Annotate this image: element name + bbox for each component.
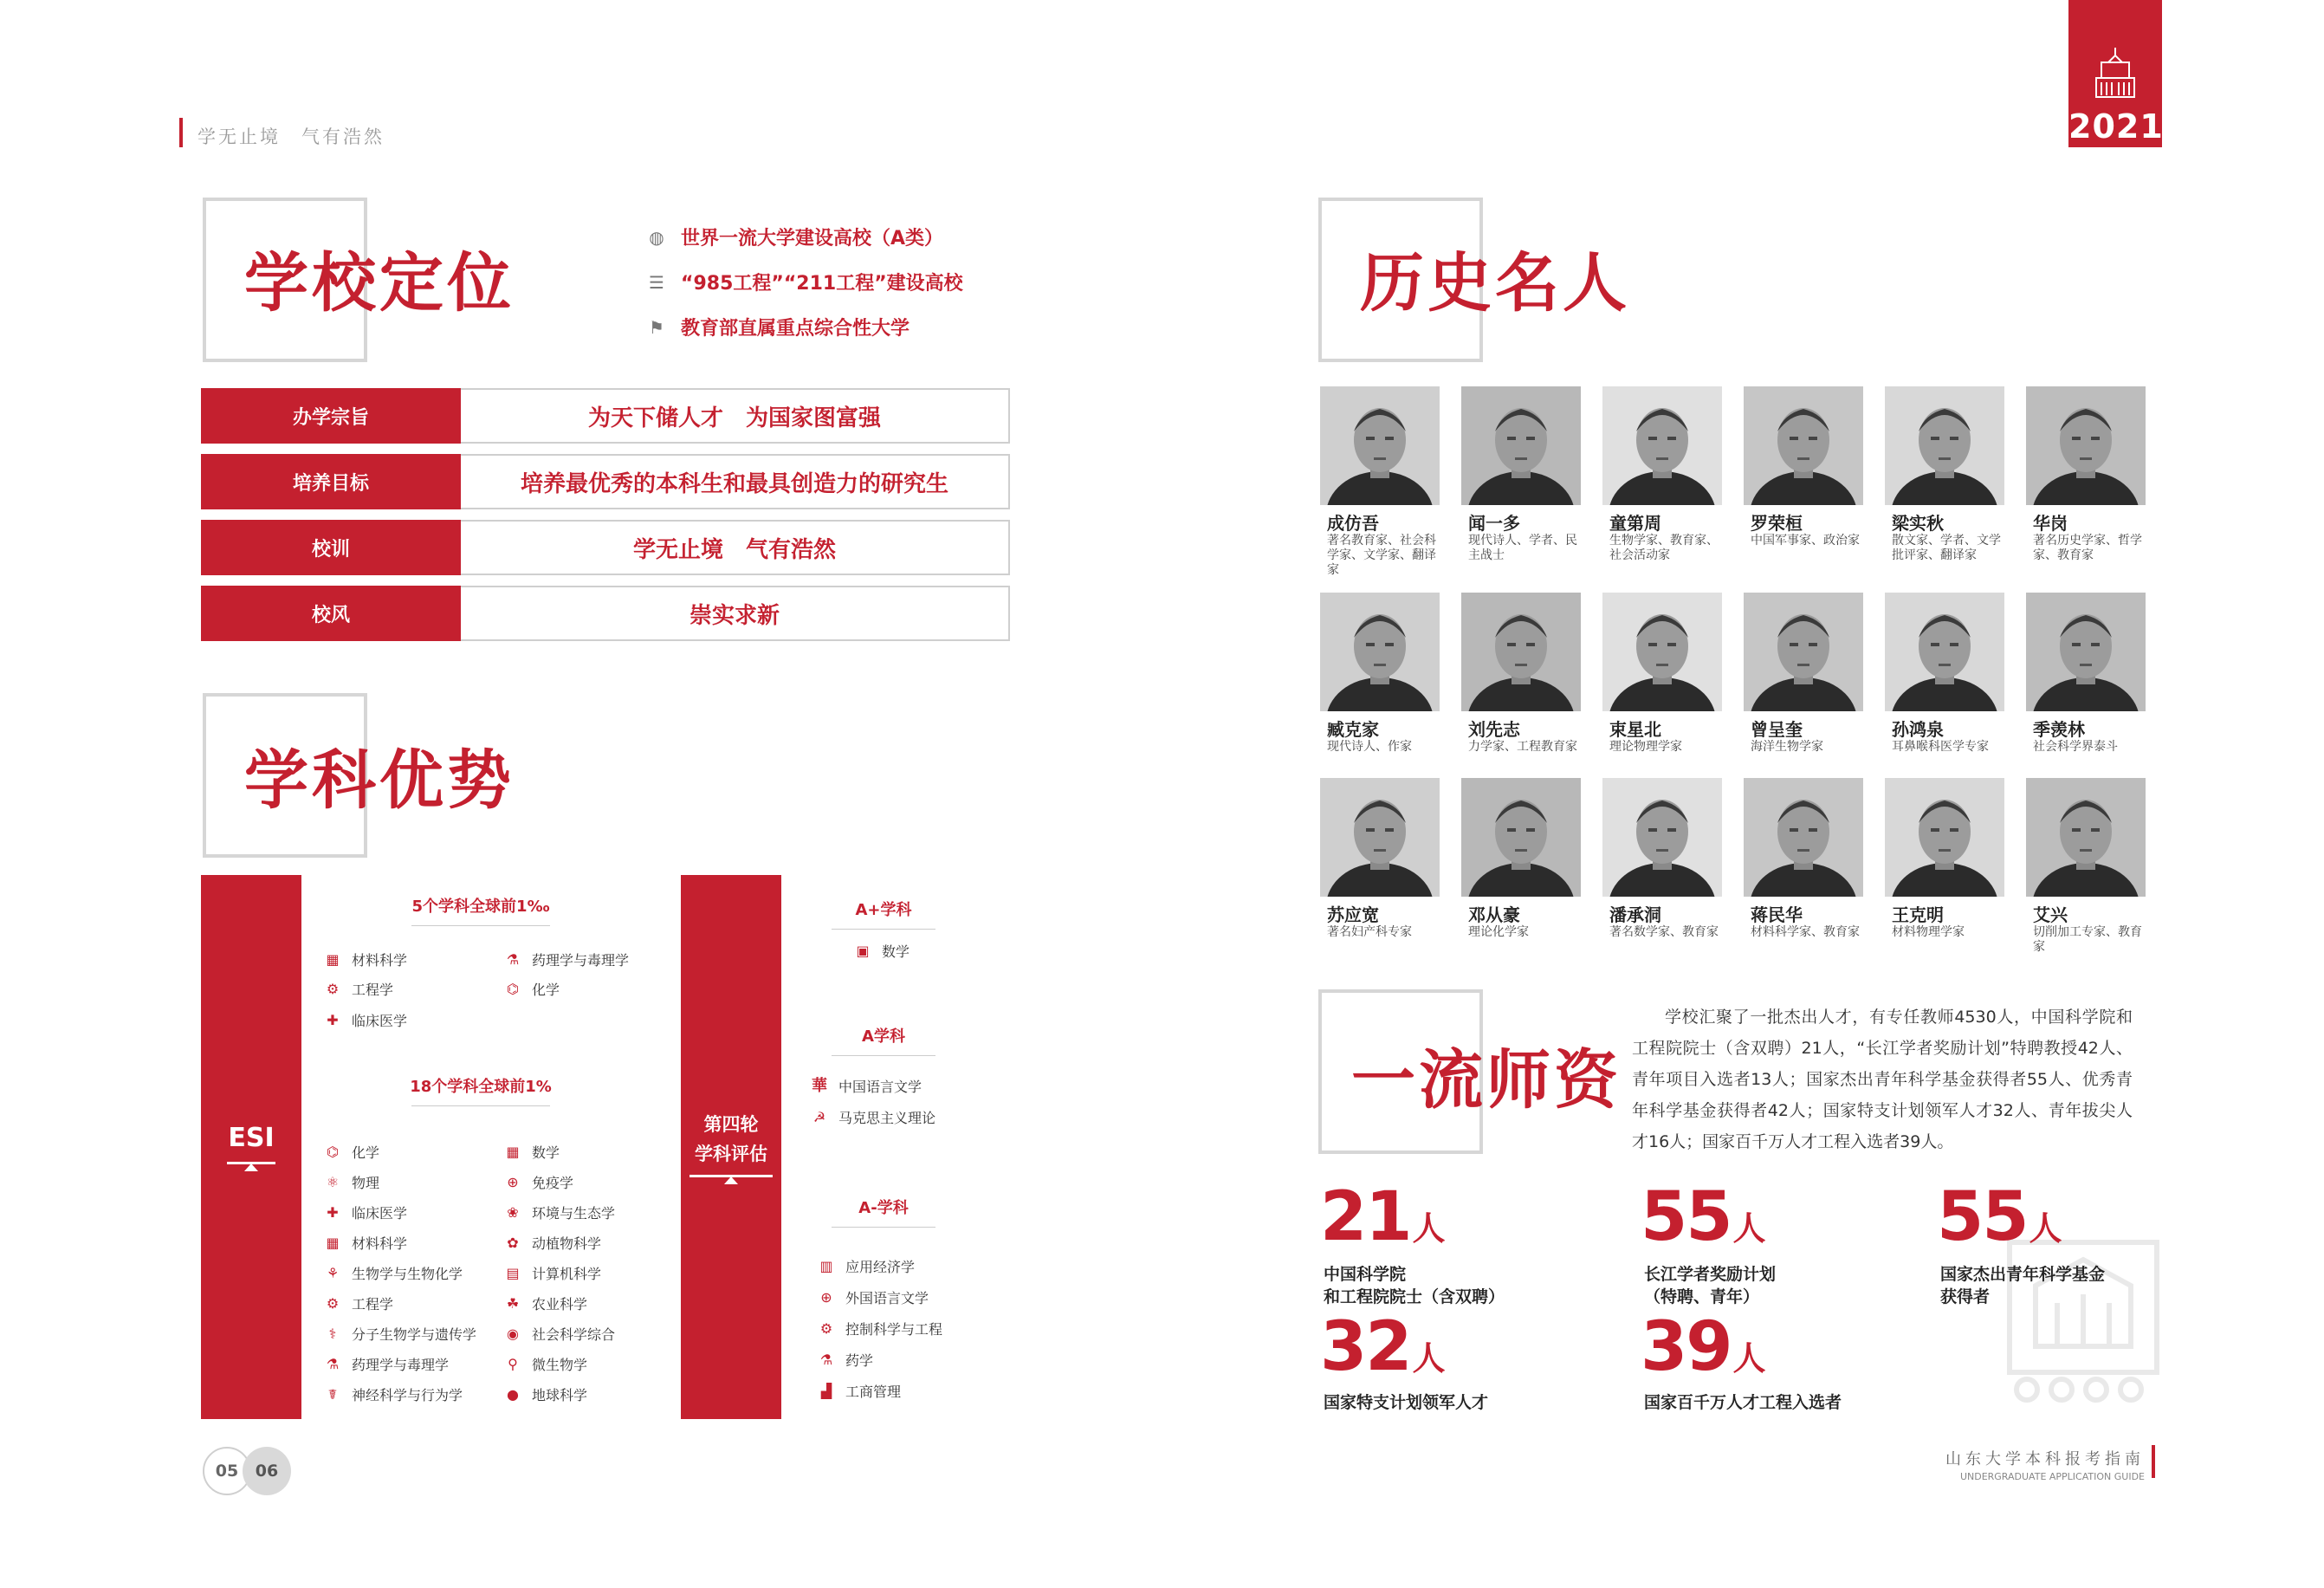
subject-item: ▦ 数学 bbox=[504, 1142, 560, 1162]
portrait-photo bbox=[1744, 778, 1863, 897]
person-description: 著名历史学家、哲学家、教育家 bbox=[2033, 534, 2142, 562]
building-icon bbox=[2068, 0, 2162, 104]
subject-icon: ⚕ bbox=[328, 1325, 337, 1342]
subject-item: ▣ 数学 bbox=[854, 941, 910, 961]
subject-item: ⚗ 药学 bbox=[818, 1350, 873, 1370]
subject-icon: ◉ bbox=[507, 1325, 519, 1342]
subject-item: ✿ 动植物科学 bbox=[504, 1233, 601, 1253]
subject-item: ▦ 材料科学 bbox=[324, 1233, 407, 1253]
round4-label-line2: 学科评估 bbox=[695, 1143, 767, 1164]
subject-item: ▥ 应用经济学 bbox=[818, 1256, 915, 1276]
faculty-paragraph: 学校汇聚了一批杰出人才，有专任教师4530人，中国科学院和工程院院士（含双聘）21人，“长江学者奖励计划”特聘教授42人、青年项目入选者13人；国家杰出青年科学基金获得者55人、优秀青年科学基金获得者42人；国家特支计划领军人才32人、青年拔尖人才16人；国家百千万人才工程入选者39人。 bbox=[1632, 1008, 2133, 1151]
portrait-photo bbox=[1744, 593, 1863, 711]
subject-item: ⚘ 生物学与生物化学 bbox=[324, 1263, 463, 1283]
person-name: 臧克家 bbox=[1327, 719, 1379, 740]
person-name: 蒋民华 bbox=[1751, 904, 1803, 925]
portrait-photo bbox=[1602, 386, 1722, 505]
banner-icon: ⚑ bbox=[649, 316, 664, 338]
books-icon: ☰ bbox=[649, 271, 664, 293]
subject-item: ⊕ 免疫学 bbox=[504, 1172, 573, 1192]
round4-label-line1: 第四轮 bbox=[703, 1113, 759, 1135]
subject-item: ● 地球科学 bbox=[504, 1384, 587, 1404]
section-title-school-position: 学校定位 bbox=[244, 246, 515, 321]
year-badge bbox=[2068, 0, 2162, 147]
a-minus-title: A-学科 bbox=[806, 1196, 961, 1228]
subject-item: ☭ 马克思主义理论 bbox=[811, 1107, 935, 1127]
person-name: 王克明 bbox=[1892, 904, 1944, 925]
person-description: 现代诗人、作家 bbox=[1327, 740, 1412, 754]
person-description: 材料科学家、教育家 bbox=[1751, 925, 1860, 939]
subject-icon: ⊕ bbox=[507, 1173, 519, 1190]
footer-rule bbox=[2152, 1445, 2155, 1478]
person-name: 成仿吾 bbox=[1327, 513, 1379, 534]
position-item: ⚑ 教育部直属重点综合性大学 bbox=[644, 314, 910, 340]
motto-label: 校风 bbox=[201, 586, 461, 641]
portrait-photo bbox=[1320, 778, 1440, 897]
person-description: 散文家、学者、文学批评家、翻译家 bbox=[1892, 534, 2001, 562]
subject-item: ✚ 临床医学 bbox=[324, 1010, 407, 1030]
person-name: 华岗 bbox=[2033, 513, 2068, 534]
subject-icon: ☤ bbox=[327, 1385, 338, 1403]
stat-number: 55人 bbox=[1641, 1178, 1764, 1256]
person-description: 社会科学界泰斗 bbox=[2033, 740, 2118, 754]
subject-icon: ☘ bbox=[506, 1294, 520, 1312]
slogan: 学无止境 气有浩然 bbox=[197, 126, 385, 147]
stat-label: 国家百千万人才工程入选者 bbox=[1644, 1393, 1842, 1412]
subject-item: ❀ 环境与生态学 bbox=[504, 1202, 615, 1222]
subject-item: ⚗ 药理学与毒理学 bbox=[324, 1354, 449, 1374]
esi-top1permille-title: 5个学科全球前1‰ bbox=[372, 894, 589, 926]
subject-icon: ⊕ bbox=[820, 1288, 832, 1306]
person-name: 季羡林 bbox=[2033, 719, 2085, 740]
motto-value: 崇实求新 bbox=[461, 586, 1010, 641]
subject-icon: ▣ bbox=[856, 942, 870, 959]
subject-item: ▟ 工商管理 bbox=[818, 1381, 901, 1401]
stat-number: 55人 bbox=[1937, 1178, 2061, 1256]
subject-icon: ✚ bbox=[327, 1203, 339, 1221]
subject-item: ⚗ 药理学与毒理学 bbox=[504, 950, 629, 969]
person-name: 罗荣桓 bbox=[1751, 513, 1803, 534]
subject-icon: ⚙ bbox=[326, 1294, 340, 1312]
subject-icon: ⌬ bbox=[507, 980, 519, 997]
subject-item: ⊕ 外国语言文学 bbox=[818, 1287, 929, 1307]
person-name: 苏应宽 bbox=[1327, 904, 1379, 925]
a-title: A学科 bbox=[806, 1024, 961, 1056]
person-name: 潘承洞 bbox=[1609, 904, 1661, 925]
guide-title-en: UNDERGRADUATE APPLICATION GUIDE bbox=[1959, 1471, 2145, 1482]
subject-item: ☤ 神经科学与行为学 bbox=[324, 1384, 463, 1404]
portrait-photo bbox=[2026, 593, 2146, 711]
year-text: 2021 bbox=[2068, 107, 2164, 146]
motto-value: 为天下储人才 为国家图富强 bbox=[461, 388, 1010, 444]
person-description: 理论物理学家 bbox=[1609, 740, 1682, 754]
person-description: 现代诗人、学者、民主战士 bbox=[1468, 534, 1577, 562]
subject-item: ⚕ 分子生物学与遗传学 bbox=[324, 1324, 476, 1344]
subject-item: ⌬ 化学 bbox=[504, 979, 560, 999]
stat-number: 32人 bbox=[1320, 1308, 1444, 1386]
stat-number: 39人 bbox=[1641, 1308, 1764, 1386]
portrait-photo bbox=[1320, 386, 1440, 505]
person-description: 耳鼻喉科医学专家 bbox=[1892, 740, 1989, 754]
person-description: 著名教育家、社会科学家、文学家、翻译家 bbox=[1327, 534, 1436, 577]
position-item: ◍ 世界一流大学建设高校（A类） bbox=[644, 224, 943, 250]
subject-item: ⚙ 工程学 bbox=[324, 979, 393, 999]
watermark-icon bbox=[1992, 1234, 2165, 1416]
motto-value: 培养最优秀的本科生和最具创造力的研究生 bbox=[461, 454, 1010, 509]
subject-item: ⚛ 物理 bbox=[324, 1172, 379, 1192]
a-plus-title: A+学科 bbox=[806, 898, 961, 930]
subject-item: ▦ 材料科学 bbox=[324, 950, 407, 969]
person-name: 邓从豪 bbox=[1468, 904, 1520, 925]
position-item: ☰ “985工程”“211工程”建设高校 bbox=[644, 269, 963, 295]
person-description: 材料物理学家 bbox=[1892, 925, 1965, 939]
portrait-photo bbox=[1602, 593, 1722, 711]
stat-label: 长江学者奖励计划 （特聘、青年） bbox=[1644, 1265, 1777, 1306]
subject-icon: ⚲ bbox=[508, 1355, 518, 1372]
person-description: 著名妇产科专家 bbox=[1327, 925, 1412, 939]
guide-title-cn: 山东大学本科报考指南 bbox=[1945, 1450, 2145, 1468]
hammer-sickle-icon: ☭ bbox=[812, 1108, 826, 1125]
subject-icon: ⚛ bbox=[326, 1173, 340, 1190]
stat-label: 国家特支计划领军人才 bbox=[1324, 1393, 1489, 1412]
motto-value: 学无止境 气有浩然 bbox=[461, 520, 1010, 575]
person-description: 理论化学家 bbox=[1468, 925, 1529, 939]
section-title-faculty: 一流师资 bbox=[1351, 1043, 1622, 1118]
subject-icon: ⚗ bbox=[819, 1351, 833, 1368]
subject-icon: ⚗ bbox=[506, 950, 520, 968]
motto-label: 校训 bbox=[201, 520, 461, 575]
subject-item: ⌬ 化学 bbox=[324, 1142, 379, 1162]
subject-icon: ⚘ bbox=[326, 1264, 340, 1281]
portrait-photo bbox=[2026, 386, 2146, 505]
subject-icon: ✿ bbox=[507, 1234, 519, 1251]
subject-icon: ⚙ bbox=[326, 980, 340, 997]
subject-icon: ● bbox=[507, 1385, 519, 1403]
portrait-photo bbox=[1885, 593, 2004, 711]
stat-label: 国家杰出青年科学基金 获得者 bbox=[1940, 1265, 2106, 1306]
esi-band bbox=[201, 875, 301, 1419]
person-name: 曾呈奎 bbox=[1751, 719, 1803, 740]
subject-icon: ❀ bbox=[507, 1203, 519, 1221]
subject-item: ⚙ 控制科学与工程 bbox=[818, 1319, 942, 1338]
esi-label: ESI bbox=[228, 1123, 275, 1153]
section-title-famous: 历史名人 bbox=[1360, 246, 1630, 321]
portrait-photo bbox=[1461, 778, 1581, 897]
person-description: 力学家、工程教育家 bbox=[1468, 740, 1577, 754]
header-rule bbox=[179, 118, 183, 147]
subject-icon: ⚗ bbox=[326, 1355, 340, 1372]
subject-item: ⚙ 工程学 bbox=[324, 1293, 393, 1313]
person-name: 闻一多 bbox=[1468, 513, 1520, 534]
portrait-photo bbox=[1885, 386, 2004, 505]
person-name: 束星北 bbox=[1609, 719, 1661, 740]
portrait-photo bbox=[1744, 386, 1863, 505]
person-name: 艾兴 bbox=[2033, 904, 2068, 925]
page-number-right: 06 bbox=[243, 1447, 291, 1495]
subject-icon: ▦ bbox=[506, 1143, 520, 1160]
globe-icon: ◍ bbox=[649, 226, 664, 248]
subject-item: ◉ 社会科学综合 bbox=[504, 1324, 615, 1344]
esi-top1pct-title: 18个学科全球前1% bbox=[372, 1074, 589, 1106]
subject-item: ⚲ 微生物学 bbox=[504, 1354, 587, 1374]
motto-label: 办学宗旨 bbox=[201, 388, 461, 444]
page-number-left: 05 bbox=[203, 1447, 251, 1495]
subject-icon: ⚙ bbox=[819, 1319, 833, 1337]
subject-item: ✚ 临床医学 bbox=[324, 1202, 407, 1222]
person-description: 海洋生物学家 bbox=[1751, 740, 1823, 754]
portrait-photo bbox=[1602, 778, 1722, 897]
portrait-photo bbox=[1461, 593, 1581, 711]
person-name: 梁实秋 bbox=[1892, 513, 1944, 534]
person-description: 著名数学家、教育家 bbox=[1609, 925, 1719, 939]
motto-label: 培养目标 bbox=[201, 454, 461, 509]
person-description: 中国军事家、政治家 bbox=[1751, 534, 1860, 548]
subject-icon: ⌬ bbox=[327, 1143, 339, 1160]
subject-item: 華 中国语言文学 bbox=[812, 1076, 922, 1095]
subject-icon: ▦ bbox=[326, 950, 340, 968]
person-name: 刘先志 bbox=[1468, 719, 1520, 740]
section-title-disciplines: 学科优势 bbox=[244, 743, 515, 818]
stat-number: 21人 bbox=[1320, 1178, 1444, 1256]
stat-label: 中国科学院 和工程院院士（含双聘） bbox=[1324, 1265, 1505, 1306]
chinese-character-icon: 華 bbox=[812, 1076, 827, 1095]
subject-item: ▤ 计算机科学 bbox=[504, 1263, 601, 1283]
subject-icon: ▦ bbox=[326, 1234, 340, 1251]
subject-icon: ▤ bbox=[506, 1264, 520, 1281]
portrait-photo bbox=[1461, 386, 1581, 505]
subject-icon: ✚ bbox=[327, 1011, 339, 1028]
portrait-photo bbox=[1320, 593, 1440, 711]
subject-icon: ▟ bbox=[820, 1382, 832, 1399]
portrait-photo bbox=[1885, 778, 2004, 897]
round4-band bbox=[681, 875, 781, 1419]
person-name: 童第周 bbox=[1609, 513, 1661, 534]
portrait-photo bbox=[2026, 778, 2146, 897]
subject-icon: ▥ bbox=[819, 1257, 833, 1274]
person-description: 切削加工专家、教育家 bbox=[2033, 925, 2142, 954]
person-name: 孙鸿泉 bbox=[1892, 719, 1944, 740]
person-description: 生物学家、教育家、社会活动家 bbox=[1609, 534, 1719, 562]
subject-item: ☘ 农业科学 bbox=[504, 1293, 587, 1313]
